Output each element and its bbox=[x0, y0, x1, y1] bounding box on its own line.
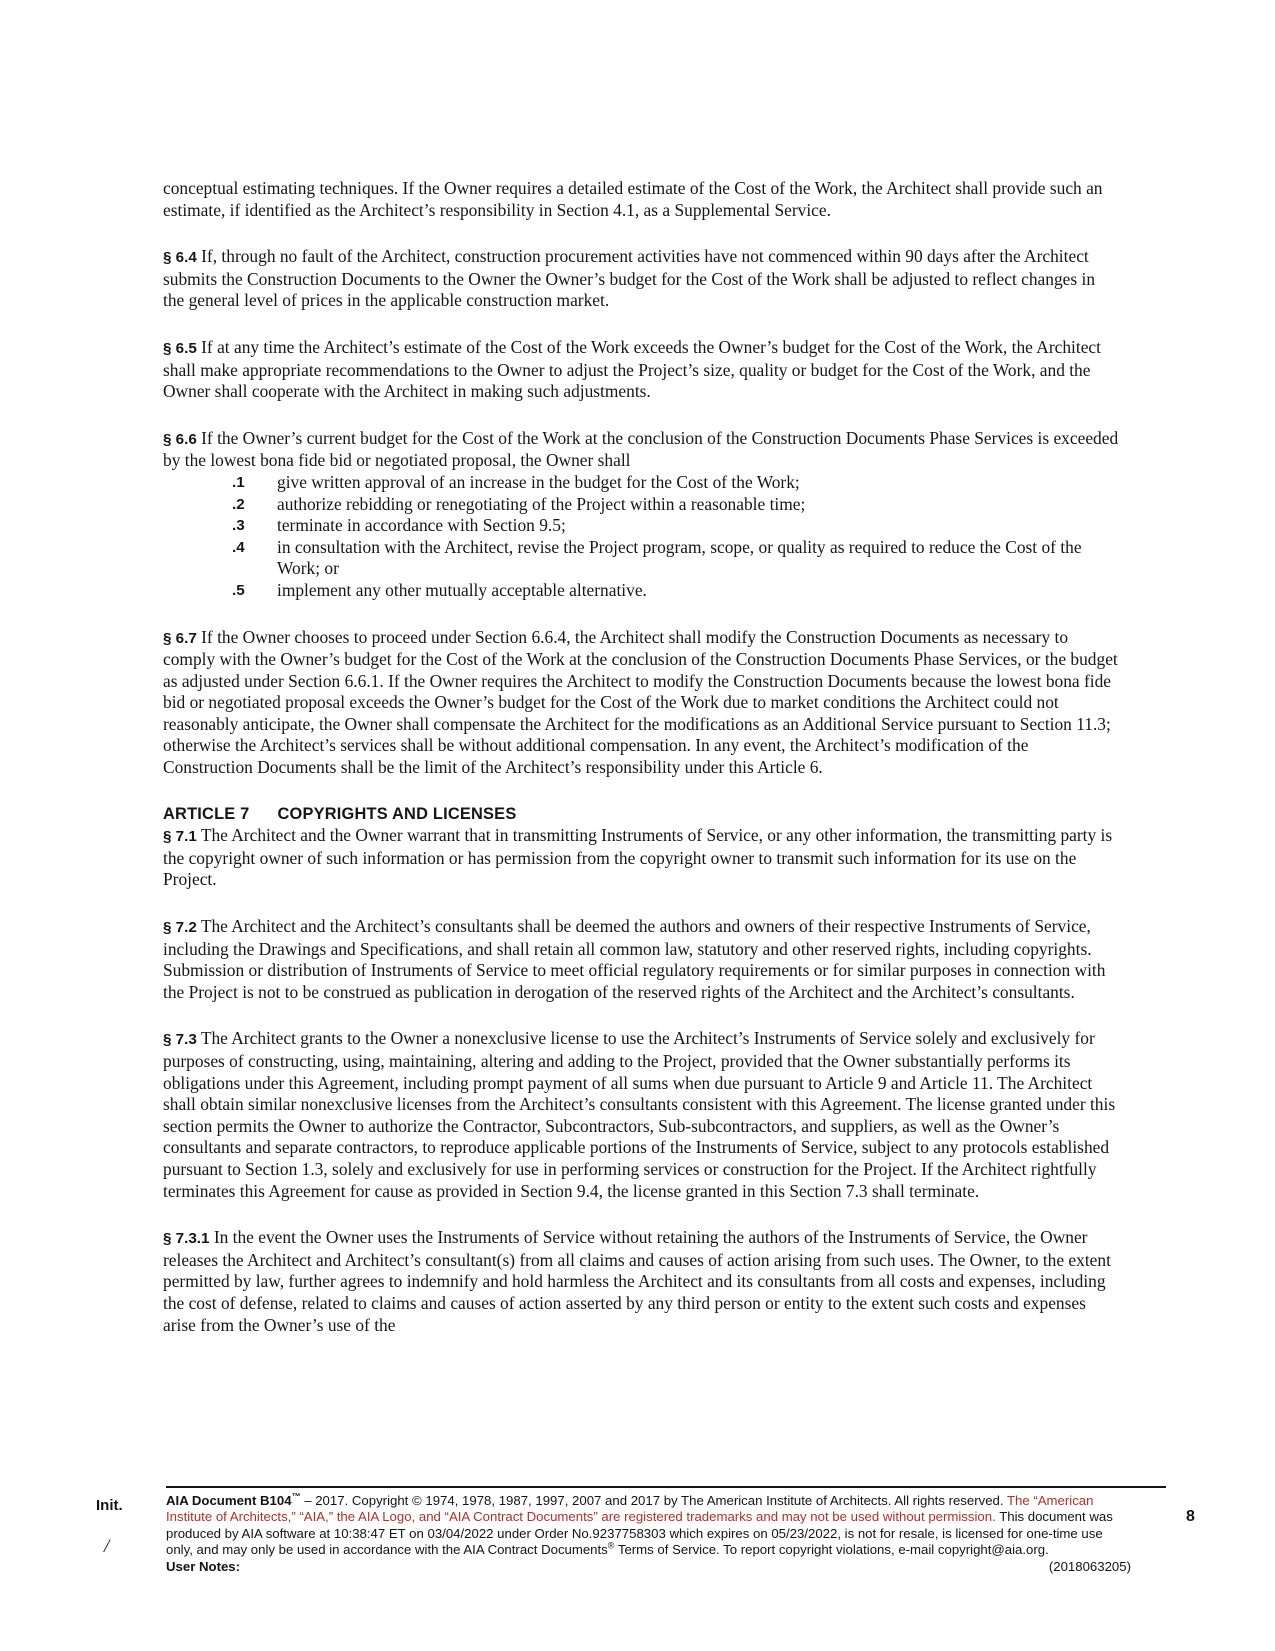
section-text: The Architect and the Architect’s consultants shall be deemed the authors and owners of their respective Instruments of Service, including the Drawings and Specifications, and shall retain all common law, statutory and other reserved rights, including copyrights. Submission or distribution of Instruments of Service to meet official regulatory requirements or for similar purposes in connection with the Project is not to be construed as publication in derogation of the reserved rights of the Architect and the Architect’s consultants. bbox=[163, 916, 1106, 1002]
footer-user-notes-row bbox=[166, 1559, 1131, 1575]
document-body bbox=[163, 178, 1119, 1361]
section-7-1 bbox=[163, 825, 1119, 891]
list-item-number: .5 bbox=[232, 581, 245, 599]
article-7-heading bbox=[163, 804, 1119, 826]
page-number: 8 bbox=[1186, 1508, 1195, 1525]
list-item-text: give written approval of an increase in the budget for the Cost of the Work; bbox=[277, 471, 800, 492]
section-7-2 bbox=[163, 916, 1119, 1003]
section-7-3 bbox=[163, 1028, 1119, 1202]
section-7-3-1 bbox=[163, 1227, 1119, 1336]
paragraph-intro-continuation bbox=[163, 178, 1119, 221]
section-number: § 6.4 bbox=[163, 249, 197, 267]
article-number: ARTICLE 7 bbox=[163, 804, 250, 823]
footer-copyright-paragraph bbox=[166, 1493, 1131, 1559]
initials-label: Init. bbox=[96, 1497, 123, 1514]
list-item-text: in consultation with the Architect, revise the Project program, scope, or quality as required to reduce the Cost of the Work; or bbox=[277, 536, 1082, 579]
section-text: The Architect and the Owner warrant that in transmitting Instruments of Service, or any other information, the transmitting party is the copyright owner of such information or has permission from the copyright owner to transmit such information for its use on the Project. bbox=[163, 825, 1113, 890]
list-item-text: authorize rebidding or renegotiating of the Project within a reasonable time; bbox=[277, 493, 806, 514]
section-text: In the event the Owner uses the Instruments of Service without retaining the authors of the Instruments of Service, the Owner releases the Architect and Architect’s consultant(s) from all claims and causes of action arising from such uses. The Owner, to the extent permitted by law, further agrees to indemnify and hold harmless the Architect and its consultants from all costs and expenses, including the cost of defense, related to claims and causes of action asserted by any third person or entity to the extent such costs and expenses arise from the Owner’s use of the bbox=[163, 1227, 1111, 1335]
footer-divider bbox=[166, 1486, 1166, 1488]
section-6-5 bbox=[163, 337, 1119, 403]
list-item bbox=[163, 580, 1119, 602]
section-number: § 7.3.1 bbox=[163, 1230, 210, 1248]
section-text: If the Owner chooses to proceed under Section 6.6.4, the Architect shall modify the Construction Documents as necessary to comply with the Owner’s budget for the Cost of the Work at the conclusion of the Construction Documents Phase Services, or the budget as adjusted under Section 6.6.1. If the Owner requires the Architect to modify the Construction Documents because the lowest bona fide bid or negotiated proposal exceeds the Owner’s budget for the Cost of the Work due to market conditions the Architect could not reasonably anticipate, the Owner shall compensate the Architect for the modifications as an Additional Service pursuant to Section 11.3; otherwise the Architect’s services shall be without additional compensation. In any event, the Architect’s modification of the Construction Documents shall be the limit of the Architect’s responsibility under this Article 6. bbox=[163, 626, 1118, 778]
section-number: § 6.6 bbox=[163, 430, 197, 448]
section-number: § 7.2 bbox=[163, 919, 197, 937]
list-item bbox=[163, 494, 1119, 516]
footer-copyright-text: – 2017. Copyright © 1974, 1978, 1987, 1997, 2007 and 2017 by The American Institute of Architects. All rights reserved. bbox=[300, 1493, 1007, 1508]
footer-legal-block bbox=[166, 1493, 1131, 1575]
section-6-6-list bbox=[163, 472, 1119, 602]
section-text: If at any time the Architect’s estimate of the Cost of the Work exceeds the Owner’s budget for the Cost of the Work, the Architect shall make appropriate recommendations to the Owner to adjust the Project’s size, quality or budget for the Cost of the Work, and the Owner shall cooperate with the Architect in making such adjustments. bbox=[163, 336, 1101, 402]
section-6-7 bbox=[163, 627, 1119, 779]
list-item-text: implement any other mutually acceptable alternative. bbox=[277, 579, 647, 600]
list-item-number: .1 bbox=[232, 473, 245, 491]
footer-trademark-notice: The “American Institute of Architects,” “AIA,” the AIA Logo, and “AIA Contract Documents” are registered trademarks and may not be used without permission. bbox=[166, 1493, 1094, 1525]
document-id: (2018063205) bbox=[1048, 1558, 1131, 1574]
section-6-6 bbox=[163, 428, 1119, 472]
list-item bbox=[163, 472, 1119, 494]
list-item-number: .2 bbox=[232, 495, 245, 513]
list-item bbox=[163, 515, 1119, 537]
list-item-number: .4 bbox=[232, 538, 245, 556]
user-notes-label: User Notes: bbox=[166, 1558, 241, 1574]
list-item-number: .3 bbox=[232, 517, 245, 535]
list-item bbox=[163, 537, 1119, 580]
initials-slash: / bbox=[104, 1536, 110, 1557]
registered-symbol: ® bbox=[607, 1540, 615, 1551]
footer-license-text: This document was produced by AIA software at 10:38:47 ET on 03/04/2022 under Order No.9237758303 which expires on 05/23/2022, is not for resale, is licensed for one-time use only, and may only be used in accordance with the AIA Contract Documents bbox=[166, 1509, 1113, 1558]
section-number: § 7.3 bbox=[163, 1031, 197, 1049]
article-title: COPYRIGHTS AND LICENSES bbox=[277, 804, 517, 823]
footer-terms-text: Terms of Service. To report copyright violations, e-mail copyright@aia.org. bbox=[614, 1542, 1049, 1558]
section-6-4 bbox=[163, 246, 1119, 312]
section-text: If, through no fault of the Architect, construction procurement activities have not commenced within 90 days after the Architect submits the Construction Documents to the Owner the Owner’s budget for the Cost of the Work shall be adjusted to reflect changes in the general level of prices in the applicable construction market. bbox=[163, 246, 1096, 311]
footer-doc-title: AIA Document B104 bbox=[166, 1493, 292, 1508]
section-text: If the Owner’s current budget for the Cost of the Work at the conclusion of the Construction Documents Phase Services is exceeded by the lowest bona fide bid or negotiated proposal, the Owner shall bbox=[163, 427, 1119, 471]
list-item-text: terminate in accordance with Section 9.5; bbox=[277, 515, 566, 536]
paragraph-text: conceptual estimating techniques. If the Owner requires a detailed estimate of the Cost of the Work, the Architect shall provide such an estimate, if identified as the Architect’s responsibility in Section 4.1, as a Supplemental Service. bbox=[163, 178, 1103, 220]
section-number: § 7.1 bbox=[163, 828, 197, 846]
section-number: § 6.7 bbox=[163, 629, 197, 647]
section-text: The Architect grants to the Owner a nonexclusive license to use the Architect’s Instruments of Service solely and exclusively for purposes of constructing, using, maintaining, altering and adding to the Project, provided that the Owner substantially performs its obligations under this Agreement, including prompt payment of all sums when due pursuant to Article 9 and Article 11. The Architect shall obtain similar nonexclusive licenses from the Architect’s consultants consistent with this Agreement. The license granted under this section permits the Owner to authorize the Contractor, Subcontractors, Sub-subcontractors, and suppliers, as well as the Owner’s consultants and separate contractors, to reproduce applicable portions of the Instruments of Service, subject to any protocols established pursuant to Section 1.3, solely and exclusively for use in performing services or construction for the Project. If the Architect rightfully terminates this Agreement for cause as provided in Section 9.4, the license granted in this Section 7.3 shall terminate. bbox=[163, 1028, 1116, 1201]
trademark-symbol: ™ bbox=[291, 1491, 301, 1502]
section-number: § 6.5 bbox=[163, 339, 197, 357]
